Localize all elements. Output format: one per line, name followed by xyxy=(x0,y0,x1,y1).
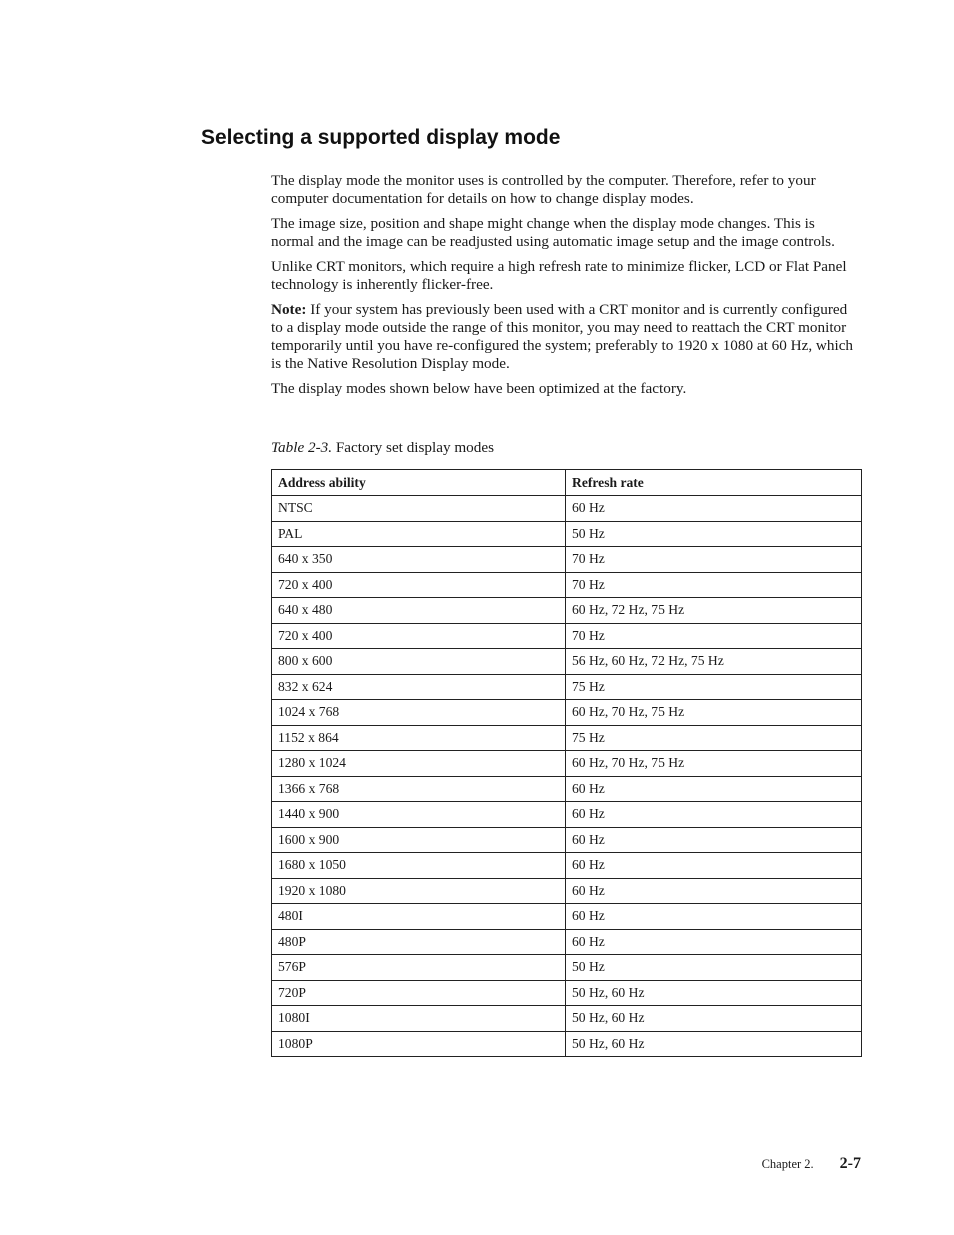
table-row xyxy=(272,878,862,904)
cell-refresh-rate: 75 Hz xyxy=(566,725,862,751)
table-row xyxy=(272,1006,862,1032)
cell-address-ability: 1366 x 768 xyxy=(272,776,566,802)
cell-address-ability: NTSC xyxy=(272,496,566,522)
table-row xyxy=(272,700,862,726)
display-modes-table xyxy=(271,469,862,1057)
table-row xyxy=(272,853,862,879)
table-row xyxy=(272,1031,862,1057)
cell-address-ability: PAL xyxy=(272,521,566,547)
cell-refresh-rate: 60 Hz xyxy=(566,878,862,904)
table-row xyxy=(272,547,862,573)
cell-refresh-rate: 60 Hz xyxy=(566,904,862,930)
cell-address-ability: 1280 x 1024 xyxy=(272,751,566,777)
cell-refresh-rate: 60 Hz xyxy=(566,827,862,853)
cell-refresh-rate: 56 Hz, 60 Hz, 72 Hz, 75 Hz xyxy=(566,649,862,675)
table-row xyxy=(272,496,862,522)
cell-refresh-rate: 60 Hz, 70 Hz, 75 Hz xyxy=(566,751,862,777)
table-caption-text: Factory set display modes xyxy=(332,439,495,456)
cell-refresh-rate: 75 Hz xyxy=(566,674,862,700)
cell-address-ability: 832 x 624 xyxy=(272,674,566,700)
cell-refresh-rate: 60 Hz xyxy=(566,802,862,828)
cell-address-ability: 800 x 600 xyxy=(272,649,566,675)
table-caption xyxy=(271,439,494,457)
cell-refresh-rate: 60 Hz xyxy=(566,776,862,802)
cell-refresh-rate: 70 Hz xyxy=(566,547,862,573)
header-refresh-rate: Refresh rate xyxy=(566,470,862,496)
note-text: If your system has previously been used with a CRT monitor and is currently configured to a display mode outside the range of this monitor, you may need to reattach the CRT monitor temporarily until you have re-configured the system; preferably to 1920 x 1080 at 60 Hz, which is the Native Resolution Display mode. xyxy=(271,301,854,372)
cell-refresh-rate: 50 Hz, 60 Hz xyxy=(566,1031,862,1057)
cell-refresh-rate: 60 Hz xyxy=(566,929,862,955)
table-row xyxy=(272,623,862,649)
section-title: Selecting a supported display mode xyxy=(201,126,561,149)
table-row xyxy=(272,929,862,955)
cell-address-ability: 1080P xyxy=(272,1031,566,1057)
cell-address-ability: 1920 x 1080 xyxy=(272,878,566,904)
cell-refresh-rate: 70 Hz xyxy=(566,572,862,598)
cell-refresh-rate: 50 Hz xyxy=(566,955,862,981)
table-row xyxy=(272,521,862,547)
cell-address-ability: 1152 x 864 xyxy=(272,725,566,751)
cell-address-ability: 720 x 400 xyxy=(272,623,566,649)
cell-address-ability: 480I xyxy=(272,904,566,930)
cell-refresh-rate: 50 Hz, 60 Hz xyxy=(566,1006,862,1032)
cell-refresh-rate: 50 Hz xyxy=(566,521,862,547)
footer-page-number: 2-7 xyxy=(839,1155,861,1172)
table-row xyxy=(272,802,862,828)
body-text xyxy=(271,172,861,398)
table-row xyxy=(272,904,862,930)
cell-address-ability: 576P xyxy=(272,955,566,981)
table-body xyxy=(272,496,862,1057)
cell-address-ability: 1680 x 1050 xyxy=(272,853,566,879)
table-caption-number: Table 2-3. xyxy=(271,439,333,456)
paragraph-display-mode-control: The display mode the monitor uses is controlled by the computer. Therefore, refer to your computer documentation for details on how to change display modes. xyxy=(271,172,816,207)
note-label: Note: xyxy=(271,301,307,318)
table-header-row xyxy=(272,470,862,496)
table-row xyxy=(272,725,862,751)
page-footer xyxy=(762,1155,861,1173)
cell-address-ability: 1600 x 900 xyxy=(272,827,566,853)
table-row xyxy=(272,674,862,700)
cell-address-ability: 480P xyxy=(272,929,566,955)
table-row xyxy=(272,598,862,624)
table-row xyxy=(272,955,862,981)
note-paragraph xyxy=(271,301,861,373)
cell-refresh-rate: 60 Hz xyxy=(566,496,862,522)
cell-refresh-rate: 70 Hz xyxy=(566,623,862,649)
cell-refresh-rate: 60 Hz, 72 Hz, 75 Hz xyxy=(566,598,862,624)
table-row xyxy=(272,572,862,598)
table-row xyxy=(272,751,862,777)
footer-chapter: Chapter 2. xyxy=(761,1157,814,1171)
header-address-ability: Address ability xyxy=(272,470,566,496)
cell-refresh-rate: 60 Hz, 70 Hz, 75 Hz xyxy=(566,700,862,726)
table-row xyxy=(272,776,862,802)
table-row xyxy=(272,649,862,675)
cell-address-ability: 1024 x 768 xyxy=(272,700,566,726)
cell-address-ability: 640 x 350 xyxy=(272,547,566,573)
cell-address-ability: 1080I xyxy=(272,1006,566,1032)
cell-refresh-rate: 50 Hz, 60 Hz xyxy=(566,980,862,1006)
cell-address-ability: 1440 x 900 xyxy=(272,802,566,828)
cell-address-ability: 640 x 480 xyxy=(272,598,566,624)
paragraph-factory-optimized: The display modes shown below have been optimized at the factory. xyxy=(271,380,687,397)
cell-address-ability: 720 x 400 xyxy=(272,572,566,598)
paragraph-flicker-free: Unlike CRT monitors, which require a high refresh rate to minimize flicker, LCD or Flat Panel technology is inherently flicker-free. xyxy=(271,258,847,293)
paragraph-image-size: The image size, position and shape might change when the display mode changes. This is normal and the image can be readjusted using automatic image setup and the image controls. xyxy=(271,215,835,250)
cell-refresh-rate: 60 Hz xyxy=(566,853,862,879)
cell-address-ability: 720P xyxy=(272,980,566,1006)
table-row xyxy=(272,980,862,1006)
table-row xyxy=(272,827,862,853)
